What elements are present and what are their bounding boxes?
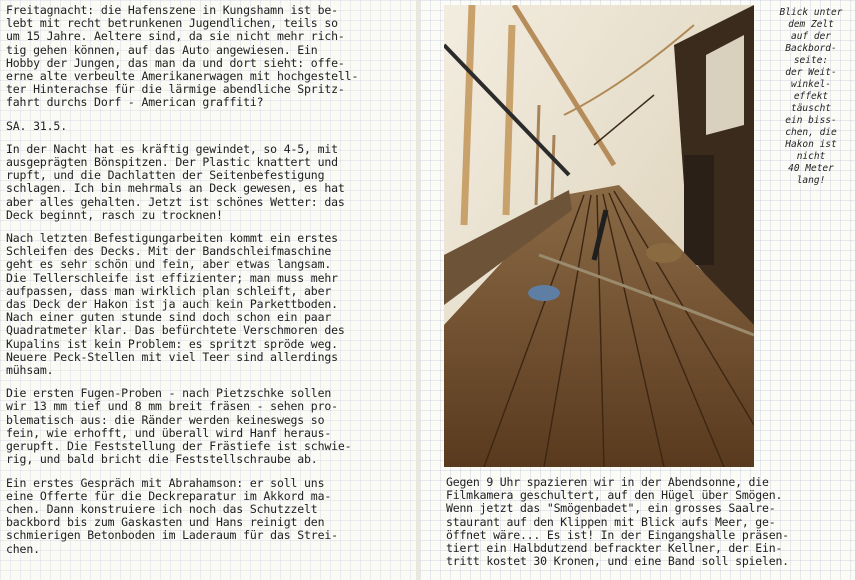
rope-coil — [646, 243, 682, 263]
diary-paragraph-wind: In der Nacht hat es kräftig gewindet, so 4-5, mit ausgeprägten Bönspitzen. Der Plastic knattert und rupft, und die Dachlatten der Seitenbefestigung schlagen. Ich bin mehrmals an Deck gewesen, es hat aber alles gehalten. Jetzt ist schönes Wetter: das Deck beginnt, rasch zu trocknen! — [6, 141, 345, 222]
photo-caption-text: Gegen 9 Uhr spazieren wir in der Abendsonne, die Filmkamera geschultert, auf den Hügel über Smögen. Wenn jetzt das "Smögenbadet", ein grosses Saalre- staurant auf den Klippen mit Blick aufs Meer, ge- öffnet wäre... Es ist! In der Eingangshalle präsen- tiert ein Halbdutzend befrackter Kellner, der Ein- tritt kostet 30 Kronen, und eine Band soll spielen. — [446, 475, 789, 569]
cabin-door — [684, 155, 714, 265]
diary-paragraph-friday-night: Freitagnacht: die Hafenszene in Kungshamn ist be- lebt mit recht betrunkenen Jugendlichen, teils so um 15 Jahre. Aeltere sind, da sie nicht mehr rich- tig gehen können, auf das Auto angewiesen. Ein Hobby der Jungen, das man da und dort sieht: offe- erne alte verbeulte Amerikanerwagen mit hochgestell- ter Hinterachse für die lärmige abendliche Spritz- fahrt durchs Dorf - American graffiti? — [6, 3, 359, 110]
diary-date-heading: SA. 31.5. — [6, 118, 67, 133]
blue-bag — [528, 285, 560, 301]
deck-photo-illustration — [444, 5, 754, 467]
photo-side-note: Blick unter dem Zelt auf der Backbord- seite: der Weit- winkel- effekt täuscht ein biss- chen, die Hakon ist nicht 40 Meter lang! — [779, 7, 843, 186]
diary-paragraph-sanding: Nach letzten Befestigungarbeiten kommt ein erstes Schleifen des Decks. Mit der Bandschleifmaschine geht es sehr schön und fein, aber etwas langsam. Die Tellerschleife ist effizienter; man muss mehr aufpassen, dass man wirklich plan schleift, aber das Deck der Hakon ist ja auch kein Parkettboden. Nach einer guten stunde sind doch schon ein paar Quadratmeter klar. Das befürchtete Verschmoren des Kupalins ist kein Problem: es spritzt spröde weg. Neuere Peck-Stellen mit viel Teer sind allerdings mühsam. — [6, 231, 345, 378]
diary-paragraph-abrahamson: Ein erstes Gespräch mit Abrahamson: er soll uns eine Offerte für die Deckreparatur im Akkord ma- chen. Dann konstruiere ich noch das Schutzzelt backbord bis zum Gaskasten und Hans reinigt den schmierigen Betonboden im Laderaum für das Strei- chen. — [6, 475, 338, 556]
diary-text-column — [6, 4, 414, 556]
deck-photo — [444, 5, 754, 467]
left-notebook-page — [0, 0, 418, 580]
diary-paragraph-joint-tests: Die ersten Fugen-Proben - nach Pietzschke sollen wir 13 mm tief und 8 mm breit fräsen - sehen pro- blematisch aus: die Ränder werden keineswegs so fein, wie erhofft, und überall wird Hanf heraus- gerupft. Die Feststellung der Frästiefe ist schwie- rig, und bald bricht die Feststellschraube ab. — [6, 386, 352, 467]
